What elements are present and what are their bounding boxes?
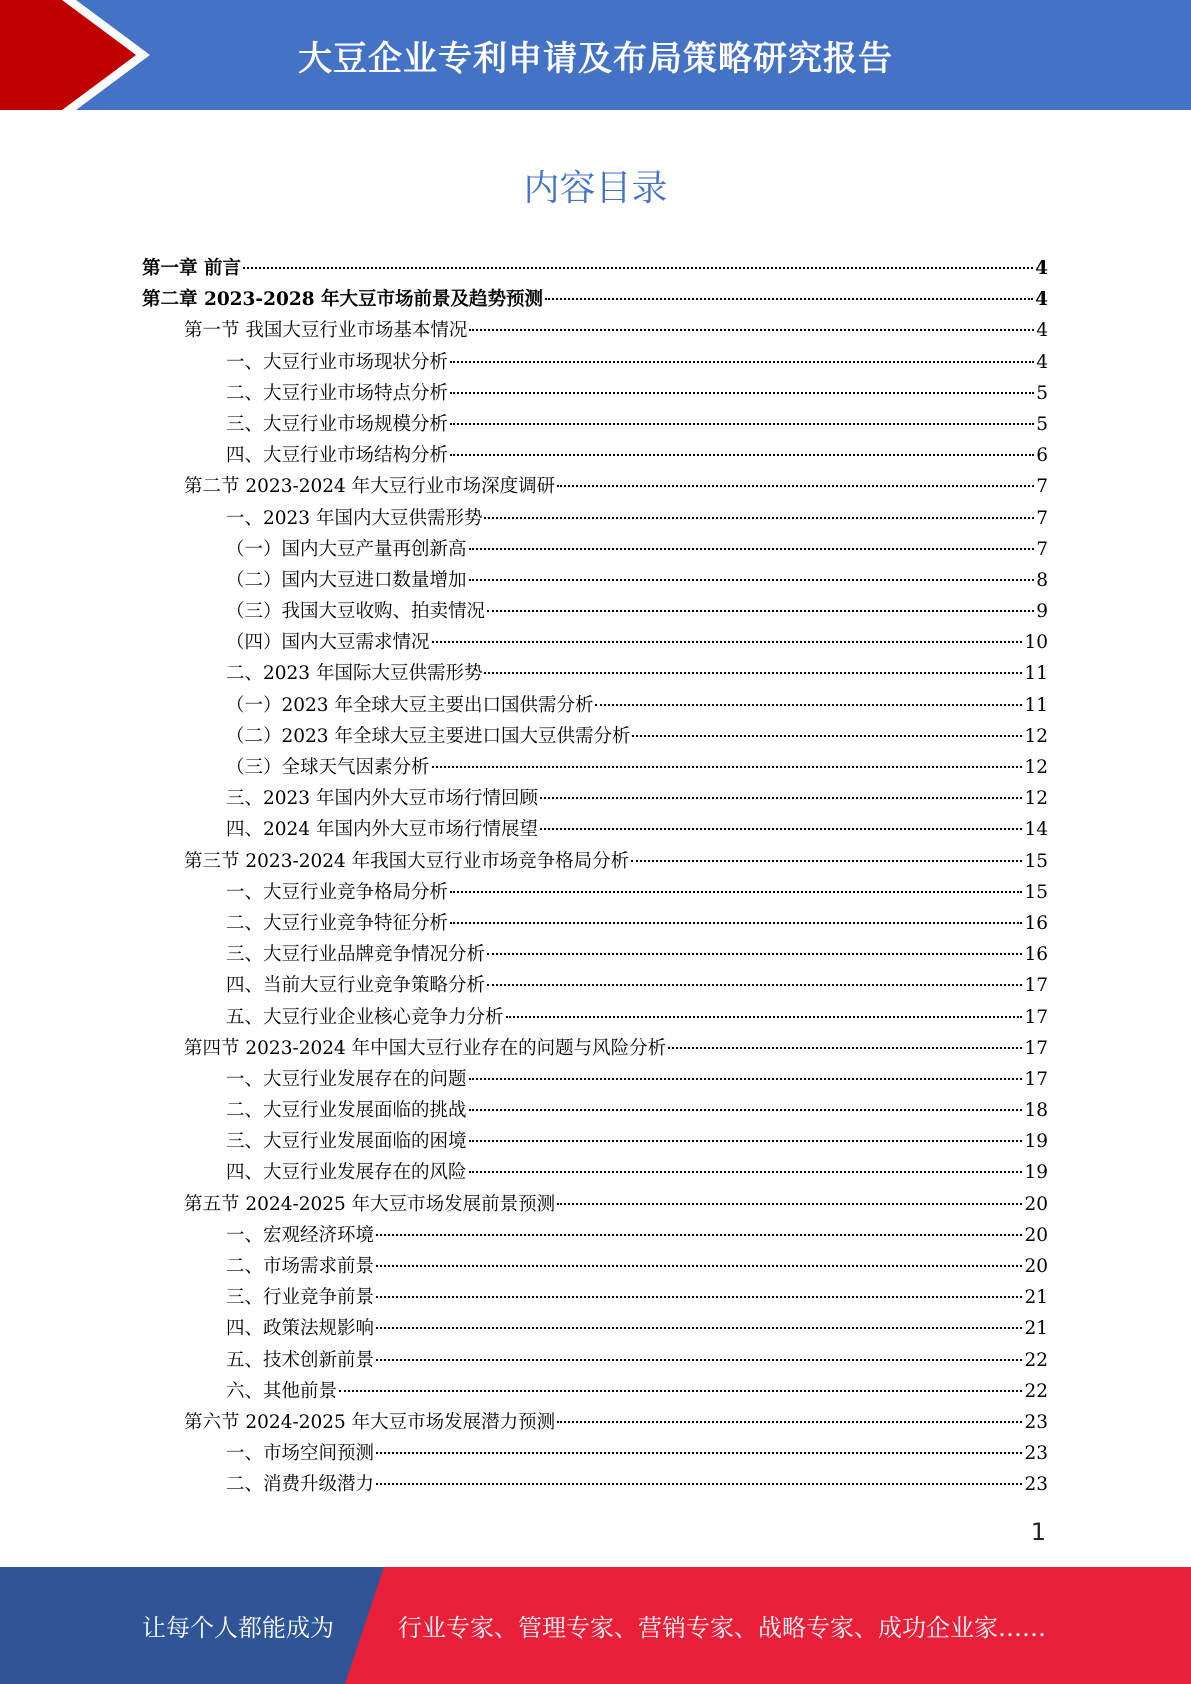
toc-dot-leader	[432, 766, 1023, 768]
toc-entry[interactable]	[142, 939, 1048, 970]
toc-entry-label: 一、宏观经济环境	[226, 1224, 375, 1246]
toc-entry-page: 17	[1024, 1068, 1048, 1090]
toc-entry-label: 第一章 前言	[142, 258, 241, 279]
toc-entry[interactable]	[142, 1064, 1048, 1095]
toc-entry[interactable]	[142, 1189, 1048, 1220]
toc-dot-leader	[668, 1047, 1022, 1049]
report-title: 大豆企业专利申请及布局策略研究报告	[298, 38, 893, 79]
toc-entry-page: 21	[1024, 1318, 1048, 1340]
toc-dot-leader	[450, 423, 1034, 425]
toc-entry-page: 17	[1024, 1037, 1048, 1059]
toc-entry[interactable]	[142, 658, 1048, 689]
toc-heading: 内容目录	[523, 168, 668, 209]
toc-entry[interactable]	[142, 1126, 1048, 1157]
toc-entry-label: 四、政策法规影响	[226, 1318, 375, 1340]
toc-entry-label: （四）国内大豆需求情况	[226, 632, 430, 654]
toc-entry-page: 7	[1036, 476, 1048, 498]
toc-dot-leader	[487, 984, 1022, 986]
toc-entry-page: 6	[1036, 445, 1048, 467]
toc-dot-leader	[487, 953, 1022, 955]
toc-entry-label: 第二节 2023-2024 年大豆行业市场深度调研	[184, 476, 556, 498]
toc-entry[interactable]	[142, 690, 1048, 721]
toc-entry-label: 三、大豆行业发展面临的困境	[226, 1131, 467, 1153]
toc-entry[interactable]	[142, 1002, 1048, 1033]
toc-dot-leader	[540, 797, 1022, 799]
toc-entry-label: （三）我国大豆收购、拍卖情况	[226, 601, 486, 623]
toc-dot-leader	[469, 329, 1034, 331]
toc-entry[interactable]	[142, 1157, 1048, 1188]
toc-dot-leader	[376, 1265, 1022, 1267]
toc-entry-label: （二）国内大豆进口数量增加	[226, 569, 467, 591]
header-banner	[0, 0, 1191, 110]
toc-entry-label: 第六节 2024-2025 年大豆市场发展潜力预测	[184, 1411, 556, 1433]
toc-entry[interactable]	[142, 1033, 1048, 1064]
toc-dot-leader	[469, 1078, 1023, 1080]
page-number: 1	[1030, 1518, 1046, 1546]
toc-entry-label: 四、当前大豆行业竞争策略分析	[226, 975, 486, 997]
toc-dot-leader	[376, 1296, 1022, 1298]
toc-entry-page: 7	[1036, 507, 1048, 529]
toc-entry-page: 4	[1036, 351, 1048, 373]
toc-entry-page: 23	[1024, 1443, 1048, 1465]
toc-entry-page: 7	[1036, 538, 1048, 560]
toc-entry[interactable]	[142, 783, 1048, 814]
toc-entry-label: 二、大豆行业竞争特征分析	[226, 912, 449, 934]
toc-entry-label: 四、2024 年国内外大豆市场行情展望	[226, 819, 538, 841]
toc-entry-page: 10	[1024, 632, 1048, 654]
toc-entry-page: 4	[1036, 320, 1048, 342]
toc-entry[interactable]	[142, 284, 1048, 315]
toc-entry[interactable]	[142, 565, 1048, 596]
toc-entry-page: 16	[1024, 912, 1048, 934]
toc-entry[interactable]	[142, 1313, 1048, 1344]
toc-entry-label: 四、大豆行业市场结构分析	[226, 445, 449, 467]
toc-entry-page: 22	[1024, 1380, 1048, 1402]
toc-entry[interactable]	[142, 1282, 1048, 1313]
toc-entry[interactable]	[142, 440, 1048, 471]
toc-entry-page: 11	[1024, 694, 1048, 716]
toc-entry[interactable]	[142, 877, 1048, 908]
toc-entry-label: 二、消费升级潜力	[226, 1474, 375, 1496]
toc-dot-leader	[450, 891, 1022, 893]
toc-entry[interactable]	[142, 503, 1048, 534]
toc-entry[interactable]	[142, 1095, 1048, 1126]
toc-entry-page: 4	[1035, 289, 1048, 311]
toc-entry-label: 三、行业竞争前景	[226, 1287, 375, 1309]
toc-entry-page: 15	[1024, 881, 1048, 903]
toc-entry-label: 第三节 2023-2024 年我国大豆行业市场竞争格局分析	[184, 850, 630, 872]
toc-entry-page: 17	[1024, 975, 1048, 997]
toc-dot-leader	[243, 267, 1033, 269]
toc-entry-page: 15	[1024, 850, 1048, 872]
toc-entry[interactable]	[142, 1469, 1048, 1500]
toc-dot-leader	[469, 548, 1035, 550]
toc-entry-label: （一）国内大豆产量再创新高	[226, 538, 467, 560]
toc-entry[interactable]	[142, 409, 1048, 440]
toc-entry-label: 三、大豆行业品牌竞争情况分析	[226, 944, 486, 966]
toc-entry-page: 23	[1024, 1411, 1048, 1433]
toc-entry-page: 5	[1036, 382, 1048, 404]
toc-entry-page: 9	[1036, 601, 1048, 623]
toc-entry[interactable]	[142, 596, 1048, 627]
toc-dot-leader	[376, 1327, 1022, 1329]
toc-entry-page: 17	[1024, 1006, 1048, 1028]
toc-entry-page: 12	[1024, 725, 1048, 747]
toc-entry-label: 一、大豆行业竞争格局分析	[226, 881, 449, 903]
toc-entry[interactable]	[142, 471, 1048, 502]
toc-entry[interactable]	[142, 534, 1048, 565]
toc-entry-page: 16	[1024, 944, 1048, 966]
toc-dot-leader	[484, 672, 1022, 674]
toc-entry-page: 11	[1024, 663, 1048, 685]
toc-entry[interactable]	[142, 721, 1048, 752]
toc-entry[interactable]	[142, 1220, 1048, 1251]
toc-entry-label: 五、技术创新前景	[226, 1349, 375, 1371]
toc-entry[interactable]	[142, 814, 1048, 845]
toc-dot-leader	[540, 828, 1022, 830]
toc-dot-leader	[469, 1140, 1023, 1142]
toc-dot-leader	[376, 1359, 1022, 1361]
toc-entry[interactable]	[142, 1251, 1048, 1282]
toc-entry[interactable]	[142, 253, 1048, 284]
toc-entry-page: 20	[1024, 1256, 1048, 1277]
footer-banner	[0, 1567, 1191, 1684]
toc-dot-leader	[595, 704, 1022, 706]
toc-dot-leader	[432, 641, 1023, 643]
toc-entry[interactable]	[142, 1345, 1048, 1376]
toc-dot-leader	[632, 735, 1022, 737]
toc-entry-page: 20	[1024, 1224, 1048, 1246]
toc-entry[interactable]	[142, 378, 1048, 409]
toc-entry-label: 四、大豆行业发展存在的风险	[226, 1162, 467, 1184]
toc-dot-leader	[450, 361, 1034, 363]
footer-slogan-right: 行业专家、管理专家、营销专家、战略专家、成功企业家……	[398, 1614, 1046, 1642]
toc-entry[interactable]	[142, 752, 1048, 783]
toc-entry[interactable]	[142, 627, 1048, 658]
toc-entry-label: 第一节 我国大豆行业市场基本情况	[184, 320, 468, 342]
toc-entry-page: 12	[1024, 757, 1048, 778]
toc-entry[interactable]	[142, 1376, 1048, 1407]
toc-entry-page: 23	[1024, 1474, 1048, 1496]
toc-dot-leader	[557, 1203, 1022, 1205]
toc-dot-leader	[450, 922, 1022, 924]
toc-dot-leader	[450, 392, 1034, 394]
toc-entry-label: 二、大豆行业市场特点分析	[226, 382, 449, 404]
toc-entry[interactable]	[142, 1407, 1048, 1438]
toc-entry-label: 三、2023 年国内外大豆市场行情回顾	[226, 788, 538, 810]
toc-entry-page: 14	[1024, 819, 1048, 841]
toc-entry-label: 六、其他前景	[226, 1380, 338, 1402]
toc-dot-leader	[469, 579, 1035, 581]
toc-entry-label: 二、市场需求前景	[226, 1256, 375, 1277]
toc-dot-leader	[631, 860, 1022, 862]
toc-entry-page: 8	[1036, 569, 1048, 591]
toc-entry-label: 二、大豆行业发展面临的挑战	[226, 1100, 467, 1122]
toc-entry-label: 一、大豆行业市场现状分析	[226, 351, 449, 373]
toc-entry-page: 19	[1024, 1131, 1048, 1153]
toc-entry-page: 5	[1036, 413, 1048, 435]
toc-dot-leader	[469, 1171, 1023, 1173]
toc-entry-page: 19	[1024, 1162, 1048, 1184]
table-of-contents	[142, 253, 1048, 1501]
toc-entry-page: 18	[1024, 1100, 1048, 1122]
toc-entry[interactable]	[142, 908, 1048, 939]
toc-entry-page: 20	[1024, 1193, 1048, 1215]
toc-entry-label: 第五节 2024-2025 年大豆市场发展前景预测	[184, 1193, 556, 1215]
toc-entry[interactable]	[142, 846, 1048, 877]
toc-dot-leader	[545, 298, 1033, 300]
toc-entry-label: 第二章 2023-2028 年大豆市场前景及趋势预测	[142, 289, 544, 311]
toc-entry-page: 22	[1024, 1349, 1048, 1371]
toc-dot-leader	[487, 610, 1034, 612]
footer-slogan-left: 让每个人都能成为	[142, 1614, 334, 1642]
toc-entry-label: 一、2023 年国内大豆供需形势	[226, 507, 483, 529]
toc-dot-leader	[339, 1390, 1022, 1392]
toc-entry[interactable]	[142, 315, 1048, 346]
toc-entry-page: 4	[1035, 258, 1048, 279]
toc-entry-label: （三）全球天气因素分析	[226, 757, 430, 778]
toc-dot-leader	[506, 1016, 1023, 1018]
toc-entry-label: 一、大豆行业发展存在的问题	[226, 1068, 467, 1090]
toc-entry-label: 三、大豆行业市场规模分析	[226, 413, 449, 435]
toc-entry-page: 21	[1024, 1287, 1048, 1309]
toc-entry-label: （一）2023 年全球大豆主要出口国供需分析	[226, 694, 594, 716]
toc-entry-label: 二、2023 年国际大豆供需形势	[226, 663, 483, 685]
toc-dot-leader	[376, 1483, 1022, 1485]
toc-entry-label: （二）2023 年全球大豆主要进口国大豆供需分析	[226, 725, 631, 747]
toc-entry-label: 一、市场空间预测	[226, 1443, 375, 1465]
toc-dot-leader	[376, 1452, 1022, 1454]
toc-entry-label: 第四节 2023-2024 年中国大豆行业存在的问题与风险分析	[184, 1037, 667, 1059]
toc-entry[interactable]	[142, 970, 1048, 1001]
toc-dot-leader	[557, 1421, 1022, 1423]
toc-dot-leader	[484, 517, 1034, 519]
toc-dot-leader	[469, 1109, 1023, 1111]
toc-dot-leader	[557, 485, 1034, 487]
toc-entry[interactable]	[142, 1438, 1048, 1469]
toc-entry-page: 12	[1024, 788, 1048, 810]
toc-entry-label: 五、大豆行业企业核心竞争力分析	[226, 1006, 504, 1028]
toc-dot-leader	[450, 454, 1034, 456]
toc-entry[interactable]	[142, 347, 1048, 378]
toc-dot-leader	[376, 1234, 1022, 1236]
